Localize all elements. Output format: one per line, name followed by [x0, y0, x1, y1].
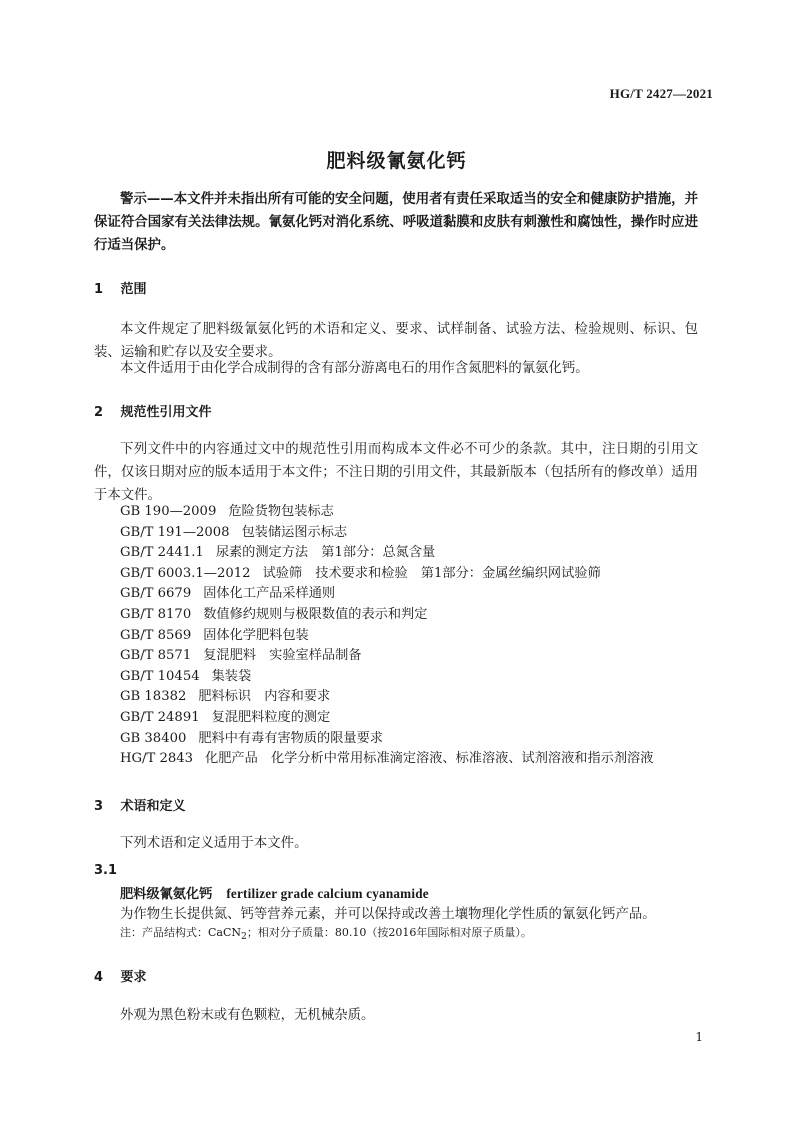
- reference-title: 包装储运图示标志: [241, 524, 348, 540]
- reference-item: [120, 502, 653, 523]
- standard-code: HG/T 2427—2021: [609, 86, 713, 101]
- section-1-heading: [94, 278, 147, 297]
- section-number: 2: [94, 405, 104, 420]
- section-2-heading: [94, 401, 212, 420]
- term-chinese: 肥料级氰氨化钙: [120, 887, 213, 902]
- reference-title: 试验筛 技术要求和检验 第1部分：金属丝编织网试验筛: [262, 565, 601, 581]
- reference-item: [120, 749, 653, 770]
- requirements-paragraph: 外观为黑色粉末或有色颗粒，无机械杂质。: [120, 1008, 375, 1023]
- section-title: 范围: [120, 282, 147, 297]
- reference-title: 肥料标识 内容和要求: [198, 689, 331, 705]
- note-subscript: 2: [241, 931, 247, 943]
- section-title: 规范性引用文件: [120, 405, 212, 420]
- section-3-heading: [94, 795, 186, 814]
- reference-code: GB/T 2441.1: [120, 545, 204, 561]
- reference-code: GB 38400: [120, 730, 187, 746]
- reference-code: GB 190—2009: [120, 504, 217, 519]
- reference-item: [120, 667, 653, 688]
- reference-item: [120, 729, 653, 750]
- reference-code: GB/T 8571: [120, 648, 192, 664]
- reference-title: 化肥产品 化学分析中常用标准滴定溶液、标准溶液、试剂溶液和指示剂溶液: [205, 751, 654, 767]
- term-english: fertilizer grade calcium cyanamide: [226, 886, 429, 901]
- reference-title: 集装袋: [211, 668, 252, 684]
- reference-code: GB/T 8569: [120, 627, 192, 643]
- section-title: 术语和定义: [120, 799, 186, 814]
- reference-item: [120, 543, 653, 564]
- reference-title: 复混肥料 实验室样品制备: [203, 648, 362, 664]
- reference-title: 肥料中有毒有害物质的限量要求: [198, 730, 383, 746]
- term-note: [120, 924, 532, 942]
- reference-title: 固体化学肥料包装: [203, 627, 309, 643]
- term-definition: 为作物生长提供氮、钙等营养元素，并可以保持或改善土壤物理化学性质的氰氨化钙产品。: [120, 907, 656, 922]
- reference-title: 危险货物包装标志: [228, 504, 334, 519]
- note-prefix: 注：产品结构式：CaCN: [120, 926, 242, 939]
- reference-item: [120, 605, 653, 626]
- reference-item: [120, 708, 653, 729]
- reference-title: 数值修约规则与极限数值的表示和判定: [203, 606, 428, 622]
- reference-code: GB 18382: [120, 689, 187, 705]
- safety-warning: 警示——本文件并未指出所有可能的安全问题，使用者有责任采取适当的安全和健康防护措施，并保证符合国家有关法律法规。氰氨化钙对消化系统、呼吸道黏膜和皮肤有刺激性和腐蚀性，操作时应进行适当保护。: [94, 192, 698, 253]
- page-number: 1: [695, 1030, 703, 1044]
- reference-code: GB/T 24891: [120, 709, 200, 725]
- reference-code: GB/T 10454: [120, 668, 200, 684]
- reference-item: [120, 646, 653, 667]
- reference-item: [120, 564, 653, 585]
- section-number: 1: [94, 282, 104, 297]
- reference-code: HG/T 2843: [120, 751, 194, 767]
- section-number: 3: [94, 799, 104, 814]
- terms-intro: 下列术语和定义适用于本文件。: [120, 836, 308, 851]
- reference-title: 固体化工产品采样通则: [203, 586, 336, 602]
- reference-code: GB/T 191—2008: [120, 524, 230, 540]
- references-intro: 下列文件中的内容通过文中的规范性引用而构成本文件必不可少的条款。其中，注日期的引用文件，仅该日期对应的版本适用于本文件；不注日期的引用文件，其最新版本（包括所有的修改单）适用于本文件。: [94, 442, 698, 503]
- term-entry: [120, 883, 429, 902]
- section-4-heading: [94, 966, 147, 985]
- reference-item: [120, 584, 653, 605]
- reference-item: [120, 626, 653, 647]
- reference-title: 尿素的测定方法 第1部分：总氮含量: [215, 545, 436, 561]
- note-suffix: ；相对分子质量：80.10（按2016年国际相对原子质量）。: [246, 926, 532, 939]
- reference-item: [120, 523, 653, 544]
- section-title: 要求: [120, 970, 147, 985]
- reference-code: GB/T 6679: [120, 586, 192, 602]
- reference-title: 复混肥料粒度的测定: [211, 709, 331, 725]
- scope-paragraph-2: 本文件适用于由化学合成制得的含有部分游离电石的用作含氮肥料的氰氨化钙。: [120, 361, 589, 376]
- reference-item: [120, 687, 653, 708]
- subsection-number: 3.1: [94, 863, 118, 878]
- scope-paragraph-1: 本文件规定了肥料级氰氨化钙的术语和定义、要求、试样制备、试验方法、检验规则、标识、包装、运输和贮存以及安全要求。: [94, 322, 698, 360]
- normative-references-list: [120, 502, 653, 770]
- reference-code: GB/T 6003.1—2012: [120, 565, 251, 581]
- reference-code: GB/T 8170: [120, 606, 192, 622]
- document-title: 肥料级氰氨化钙: [326, 150, 467, 172]
- section-number: 4: [94, 970, 104, 985]
